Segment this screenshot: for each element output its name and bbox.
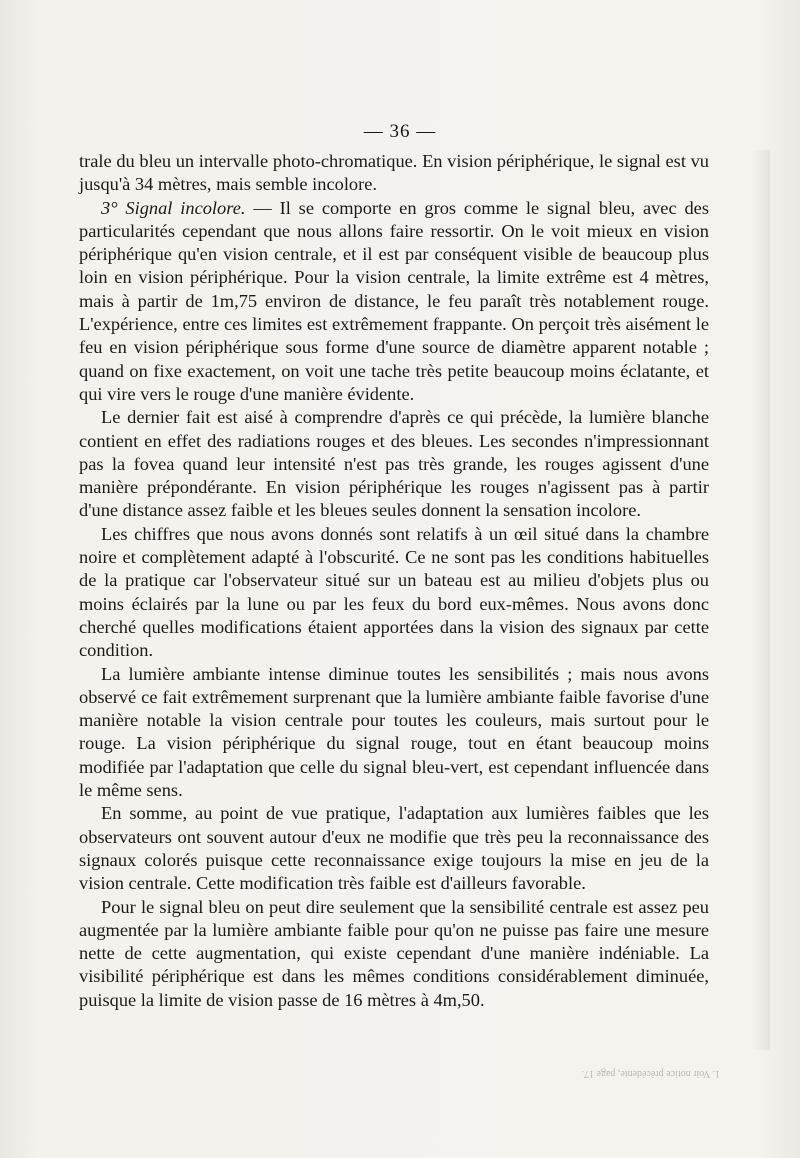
page-shadow [750, 150, 770, 1050]
paragraph-2-body: — Il se comporte en gros comme le signal bleu, avec des particularités cependant que nous allons faire ressortir. On le voit mieux en vision périphérique qu'en vision centrale, et il est par conséquent visible de beaucoup plus loin en vision périphérique. Pour la vision centrale, la limite extrême est 4 mètres, mais à partir de 1m,75 environ de distance, le feu paraît très notablement rouge. L'expérience, entre ces limites est extrêmement frappante. On perçoit très aisément le feu en vision périphérique sous forme d'une source de diamètre apparent notable ; quand on fixe exactement, on voit une tache très petite beaucoup moins éclatante, et qui vire vers le rouge d'une manière évidente. [79, 197, 710, 404]
show-through-footnote: 1. Voir notice précédente, page 17. [581, 1068, 720, 1079]
paragraph-1: trale du bleu un intervalle photo-chromatique. En vision périphérique, le signal est vu jusqu'à 34 mètres, mais semble incolore. [79, 151, 709, 195]
paragraph-2 [79, 197, 709, 407]
paragraph-2-heading: 3° Signal incolore. [101, 197, 246, 218]
paragraph-7: Pour le signal bleu on peut dire seulement que la sensibilité centrale est assez peu augmentée par la lumière ambiante faible pour qu'on ne puisse pas faire une mesure nette de cette augmentation, qui existe cependant d'une manière indéniable. La visibilité périphérique est dans les mêmes conditions considérablement diminuée, puisque la limite de vision passe de 16 mètres à 4m,50. [79, 896, 709, 1010]
paragraph-4: Les chiffres que nous avons donnés sont relatifs à un œil situé dans la chambre noire et complètement adapté à l'obscurité. Ce ne sont pas les conditions habituelles de la pratique car l'observateur situé sur un bateau est au milieu d'objets plus ou moins éclairés par la lune ou par les feux du bord eux-mêmes. Nous avons donc cherché quelles modifications étaient apportées dans la vision des signaux par cette condition. [79, 523, 709, 661]
page-number: — 36 — [363, 121, 437, 142]
paragraph-3: Le dernier fait est aisé à comprendre d'après ce qui précède, la lumière blanche contient en effet des radiations rouges et des bleues. Les secondes n'impressionnant pas la fovea quand leur intensité n'est pas très grande, les rouges agissent d'une manière prépondérante. En vision périphérique les rouges n'agissent pas à partir d'une distance assez faible et les bleues seules donnent la sensation incolore. [79, 407, 709, 521]
body-text [79, 150, 709, 1012]
paragraph-5: La lumière ambiante intense diminue toutes les sensibilités ; mais nous avons observé ce fait extrêmement surprenant que la lumière ambiante faible favorise d'une manière notable la vision centrale pour toutes les couleurs, mais surtout pour le rouge. La vision périphérique du signal rouge, tout en étant beaucoup moins modifiée par l'adaptation que celle du signal bleu-vert, est cependant influencée dans le même sens. [79, 663, 709, 801]
paragraph-6: En somme, au point de vue pratique, l'adaptation aux lumières faibles que les observateurs ont souvent autour d'eux ne modifie que très peu la reconnaissance des signaux colorés puisque cette reconnaissance exige toujours la mise en jeu de la vision centrale. Cette modification très faible est d'ailleurs favorable. [79, 803, 709, 894]
